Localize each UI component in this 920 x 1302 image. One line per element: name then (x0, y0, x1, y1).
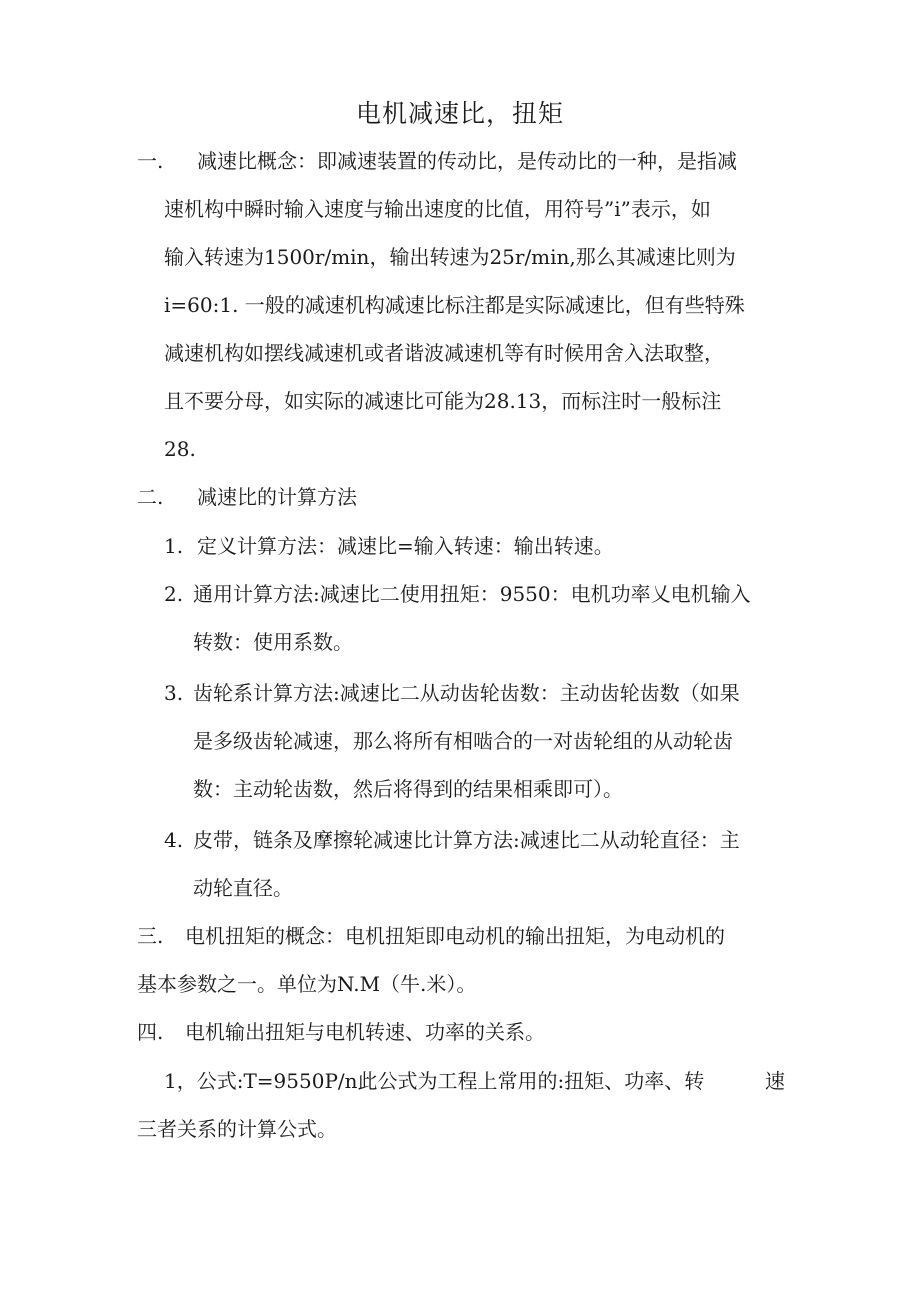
item-number: 1. (164, 534, 184, 558)
section-1-line: i=60:1. 一般的减速机构减速比标注都是实际减速比，但有些特殊 (164, 293, 745, 317)
section-1-line: 且不要分母，如实际的减速比可能为28.13，而标注时一般标注 (164, 389, 722, 413)
item-line: 齿轮系计算方法:减速比二从动齿轮齿数：主动齿轮齿数（如果 (193, 681, 740, 705)
formula-line: 三者关系的计算公式。 (137, 1117, 337, 1141)
section-4-marker: 四. (137, 1020, 164, 1044)
item-line: 动轮直径。 (193, 876, 293, 900)
item-line: 通用计算方法:减速比二使用扭矩：9550：电机功率乂电机输入 (193, 582, 751, 606)
section-3-line: 电机扭矩的概念：电机扭矩即电动机的输出扭矩，为电动机的 (185, 924, 725, 948)
section-2-heading: 减速比的计算方法 (197, 485, 357, 509)
item-line: 定义计算方法：减速比=输入转速：输出转速。 (197, 534, 614, 558)
item-line: 是多级齿轮减速，那么将所有相啮合的一对齿轮组的从动轮齿 (193, 729, 733, 753)
section-1-line: 减速机构如摆线减速机或者谐波减速机等有时候用舍入法取整， (164, 341, 724, 365)
section-2-marker: 二. (137, 485, 164, 509)
item-line: 数：主动轮齿数，然后将得到的结果相乘即可）。 (193, 777, 623, 801)
section-3-marker: 三. (137, 924, 164, 948)
item-number: 4. (164, 828, 184, 852)
formula-line-tail: 速 (765, 1069, 785, 1093)
section-4-line: 电机输出扭矩与电机转速、功率的关系。 (185, 1020, 545, 1044)
document-title: 电机减速比，扭矩 (355, 99, 564, 128)
item-number: 2. (164, 582, 184, 606)
section-3-line: 基本参数之一。单位为N.M（牛.米）。 (137, 972, 477, 996)
section-1-line: 速机构中瞬时输入速度与输出速度的比值，用符号”i”表示，如 (164, 197, 711, 221)
section-1-line: 减速比概念：即减速装置的传动比，是传动比的一种，是指减 (197, 149, 737, 173)
item-line: 皮带，链条及摩擦轮减速比计算方法:减速比二从动轮直径：主 (193, 828, 740, 852)
item-line: 转数：使用系数。 (193, 630, 353, 654)
section-1-line: 28. (164, 437, 196, 461)
section-1-line: 输入转速为1500r/min，输出转速为25r/min,那么其减速比则为 (164, 245, 736, 269)
formula-line: 1，公式:T=9550P/n此公式为工程上常用的:扭矩、功率、转 (164, 1069, 705, 1093)
section-1-marker: 一. (137, 149, 164, 173)
item-number: 3. (164, 681, 184, 705)
